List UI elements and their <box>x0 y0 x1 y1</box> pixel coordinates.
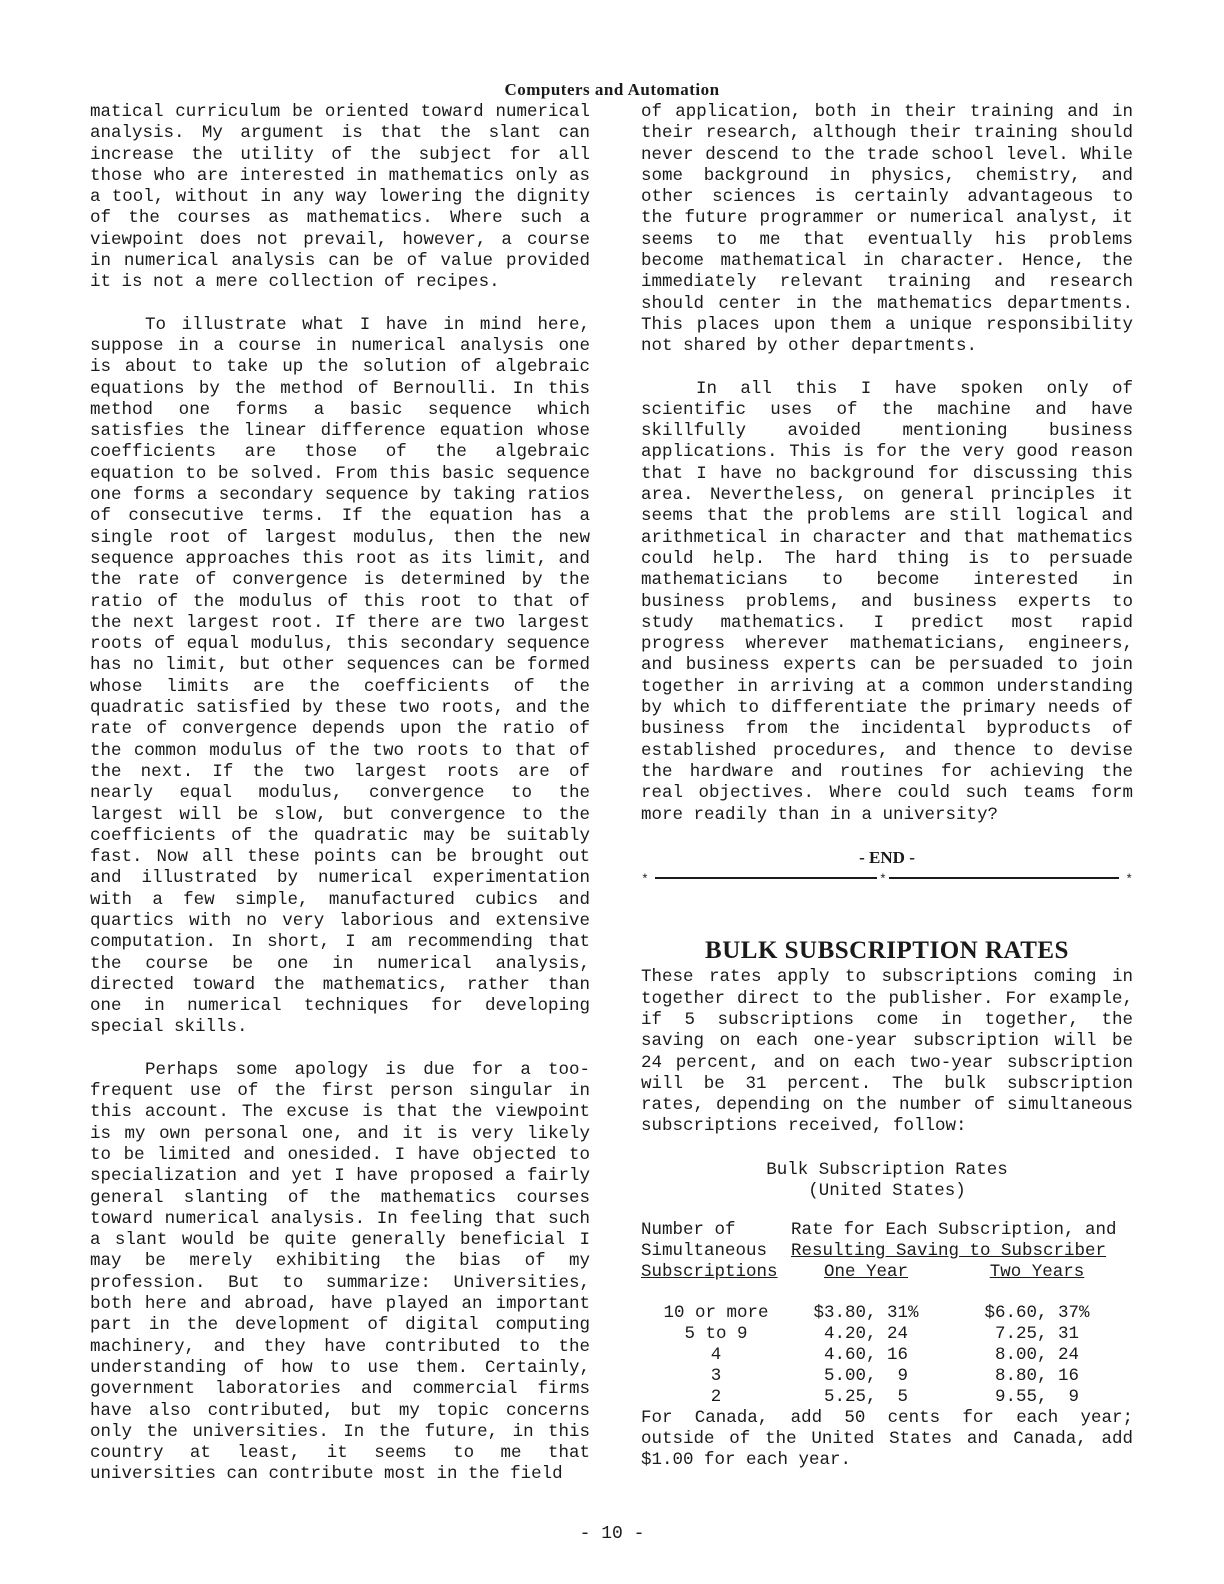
column-header: Simultaneous <box>641 1240 768 1261</box>
section-title: BULK SUBSCRIPTION RATES <box>705 937 1069 965</box>
left-column <box>90 102 590 1507</box>
table-cell: $3.80, 31% <box>813 1302 919 1323</box>
table-cell: 2 <box>710 1386 722 1407</box>
paragraph: To illustrate what I have in mind here, suppose in a course in numerical analysis one is about to take up the solution of algebraic equations by the method of Bernoulli. In this method one forms a basic sequence which satisfies the linear difference equation whose coefficients are those of the algebraic equation to be solved. From this basic sequence one forms a secondary sequence by taking ratios of consecutive terms. If the equation has a single root of largest modulus, then the new sequence approaches this root as its limit, and the rate of convergence is determined by the ratio of the modulus of this root to that of the next largest root. If there are two largest roots of equal modulus, this secondary sequence has no limit, but other sequences can be formed whose limits are the coefficients of the quadratic satisfied by these two roots, and the rate of convergence depends upon the ratio of the common modulus of the two roots to that of the next. If the two largest roots are of nearly equal modulus, convergence to the largest will be slow, but convergence to the coefficients of the quadratic may be suitably fast. Now all these points can be brought out and illustrated by numerical experimentation with a few simple, manufactured cubics and quartics with no very laborious and extensive computation. In short, I am recommending that the course be one in numerical analysis, directed toward the mathematics, rather than one in numerical techniques for developing special skills. <box>90 314 590 1038</box>
asterisk-icon: * <box>877 869 889 890</box>
table-cell: 4.20, 24 <box>823 1323 908 1344</box>
paragraph: Perhaps some apology is due for a too-frequent use of the first person singular in this account. The excuse is that the viewpoint is my own personal one, and it is very likely to be limited and onesided. I have objected to specialization and yet I have proposed a fairly general slanting of the mathematics courses toward numerical analysis. In feeling that such a slant would be quite generally beneficial I may be merely exhibiting the bias of my profession. But to summarize: Universities, both here and abroad, have played an important part in the development of digital computing machinery, and they have contributed to the understanding of how to use them. Certainly, government laboratories and commercial firms have also contributed, but my topic concerns only the universities. In the future, in this country at least, it seems to me that universities can contribute most in the field <box>90 1059 590 1485</box>
table-cell: 7.25, 31 <box>994 1323 1079 1344</box>
paragraph: of application, both in their training and in their research, although their training should never descend to the trade school level. While some background in physics, chemistry, and other sciences is certainly advantageous to the future programmer or numerical analyst, it seems to me that eventually his problems become mathematical in character. Hence, the immediately relevant training and research should center in the mathematics departments. This places upon them a unique responsibility not shared by other departments. <box>641 102 1133 357</box>
caption-line: (United States) <box>808 1180 966 1201</box>
asterisk-icon: * <box>1123 869 1135 890</box>
table-cell: 5 to 9 <box>684 1323 748 1344</box>
asterisk-icon: * <box>639 869 651 890</box>
paragraph: matical curriculum be oriented toward numerical analysis. My argument is that the slant can increase the utility of the subject for all those who are interested in mathematics only as a tool, without in any way lowering the dignity of the courses as mathematics. Where such a viewpoint does not prevail, however, a course in numerical analysis can be of value provided it is not a mere collection of recipes. <box>90 102 590 293</box>
table-cell: 4 <box>710 1344 722 1365</box>
column-header-cell <box>941 1262 1133 1283</box>
table-caption <box>641 1160 1133 1202</box>
table-cell: 8.80, 16 <box>994 1365 1079 1386</box>
column-header: One Year <box>823 1261 908 1282</box>
table-row <box>641 1345 1133 1366</box>
table-cell: 5.25, 5 <box>823 1386 908 1407</box>
column-header: Rate for Each Subscription, and <box>791 1219 1117 1240</box>
column-header: Number of <box>641 1219 736 1240</box>
table-row <box>641 1387 1133 1408</box>
table-row <box>641 1366 1133 1387</box>
section-divider <box>641 870 1133 888</box>
table-cell: 5.00, 9 <box>823 1365 908 1386</box>
running-header: Computers and Automation <box>504 80 720 99</box>
end-mark: - END - <box>859 847 915 867</box>
note: For Canada, add 50 cents for each year; outside of the United States and Canada, add $1.00 for each year. <box>641 1407 1133 1471</box>
table-spacer <box>641 1283 1133 1303</box>
table-cell: 9.55, 9 <box>994 1386 1079 1407</box>
table-cell: 10 or more <box>663 1302 769 1323</box>
paragraph: In all this I have spoken only of scientific uses of the machine and have skillfully avoided mentioning business applications. This is for the very good reason that I have no background for discussing this area. Nevertheless, on general principles it seems that the problems are still logical and arithmetical in character and that mathematics could help. The hard thing is to persuade mathematicians to become interested in business problems, and business experts to study mathematics. I predict most rapid progress wherever mathematicians, engineers, and business experts can be persuaded to join together in arriving at a common understanding by which to differentiate the primary needs of business from the incidental byproducts of established procedures, and thence to devise the hardware and routines for achieving the real objectives. Where could such teams form more readily than in a university? <box>641 378 1133 825</box>
column-header: Subscriptions <box>641 1261 778 1282</box>
bulk-intro: These rates apply to subscriptions coming in together direct to the publisher. For example, if 5 subscriptions come in together, the saving on each one-year subscription will be 24 percent, and on each two-year subscription will be 31 percent. The bulk subscription rates, depending on the number of simultaneous subscriptions received, follow: <box>641 967 1133 1137</box>
table-cell: $6.60, 37% <box>984 1302 1090 1323</box>
column-header: Two Years <box>989 1261 1085 1282</box>
caption-line: Bulk Subscription Rates <box>766 1159 1008 1180</box>
page-number: - 10 - <box>579 1524 645 1544</box>
column-header: Resulting Saving to Subscriber <box>791 1240 1107 1261</box>
table-cell: 3 <box>710 1365 722 1386</box>
table-row <box>641 1303 1133 1324</box>
rates-table <box>641 1220 1133 1408</box>
table-cell: 4.60, 16 <box>823 1344 908 1365</box>
column-header-cell <box>791 1262 941 1283</box>
right-column <box>641 102 1133 1493</box>
table-cell: 8.00, 24 <box>994 1344 1079 1365</box>
table-row <box>641 1324 1133 1345</box>
